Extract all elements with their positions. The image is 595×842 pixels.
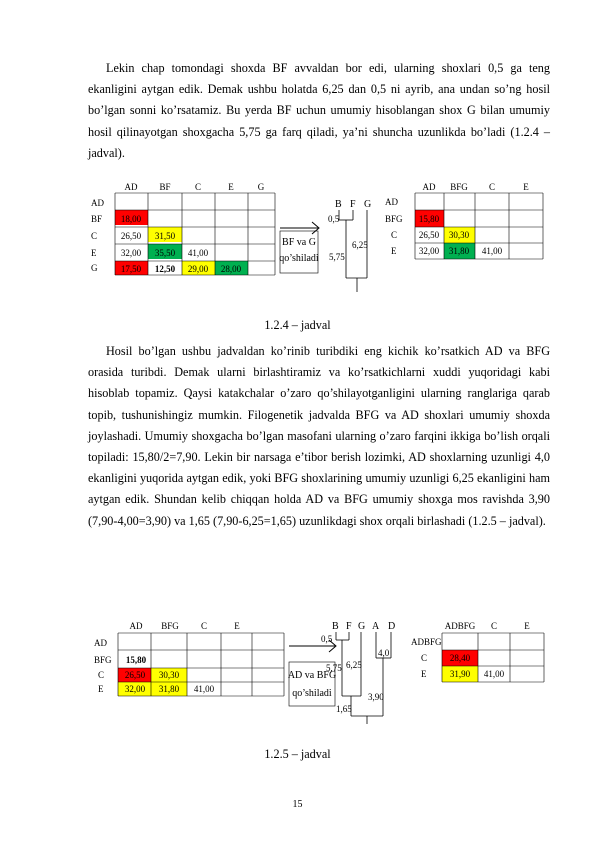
table-cell: 31,90 bbox=[449, 669, 471, 679]
branch-length: 0,5 bbox=[328, 214, 340, 224]
table-cell: 17,50 bbox=[120, 264, 142, 274]
arrow-label: qo’shiladi bbox=[279, 253, 319, 264]
table-cell: 32,00 bbox=[124, 684, 146, 694]
table-cell: 31,50 bbox=[154, 231, 176, 241]
phylogenetic-tree-1 bbox=[328, 199, 371, 292]
table-cell: 31,80 bbox=[448, 246, 470, 256]
row-header: ADBFG bbox=[411, 637, 442, 647]
table-cell: 41,00 bbox=[187, 248, 209, 258]
tree-leaf: G bbox=[364, 199, 372, 210]
table-cell: 28,00 bbox=[220, 264, 242, 274]
row-header: C bbox=[391, 230, 398, 240]
col-header: E bbox=[234, 621, 240, 631]
caption-1: 1.2.4 – jadval bbox=[264, 318, 331, 332]
col-header: E bbox=[523, 182, 529, 192]
row-header: BFG bbox=[385, 214, 403, 224]
table-cell: 31,80 bbox=[158, 684, 180, 694]
row-header: AD bbox=[94, 638, 107, 648]
table-cell: 41,00 bbox=[481, 246, 503, 256]
row-header: C bbox=[98, 670, 105, 680]
col-header: C bbox=[194, 182, 202, 192]
page-number: 15 bbox=[292, 799, 303, 810]
col-header: C bbox=[490, 621, 498, 631]
col-header: C bbox=[488, 182, 496, 192]
table-cell: 26,50 bbox=[418, 230, 440, 240]
table-cell: 41,00 bbox=[193, 684, 215, 694]
table-cell: 32,00 bbox=[120, 248, 142, 258]
table-cell: 35,50 bbox=[154, 248, 176, 258]
table-cell: 29,00 bbox=[187, 264, 209, 274]
tree-leaf: F bbox=[350, 199, 356, 210]
col-header: E bbox=[228, 182, 234, 192]
distance-matrix-3 bbox=[94, 621, 284, 696]
row-header: AD bbox=[385, 197, 398, 207]
branch-length: 6,25 bbox=[352, 240, 368, 250]
tree-leaf: B bbox=[332, 621, 339, 632]
branch-length: 6,25 bbox=[346, 660, 362, 670]
phylogenetic-tree-2 bbox=[321, 621, 395, 724]
caption-2: 1.2.5 – jadval bbox=[264, 747, 331, 761]
table-cell: 18,00 bbox=[120, 214, 142, 224]
row-header: E bbox=[421, 669, 427, 679]
table-cell: 26,50 bbox=[124, 670, 146, 680]
col-header: BF bbox=[159, 182, 171, 192]
paragraph-2: Hosil bo’lgan ushbu jadvaldan ko’rinib turibdiki eng kichik ko’rsatkich AD va BFG orasida turibdi. Demak ularni birlashtiramiz va ko’rsatkichlarni xuddi yuqoridagi kabi hisoblab topamiz. Qaysi katakchalar o’zaro qo’shilayotganligini ularning ranglariga qarab topib, tushunishingiz mumkin. Filogenetik jadvalda BFG va AD shoxlari umumiy shoxda joylashadi. Umumiy shoxgacha bo’lgan masofani ularning o’zaro farqini ikkiga bo’lish orqali topiladi: 15,80/2=7,90. Lekin bir narsaga e’tibor berish lozimki, AD shoxlarning uzunligi 4,0 ekanligini yuqorida aytgan edik, yoki BFG shoxlarining umumiy uzunligi 6,25 ekanligini ham aytgan edik. Shundan kelib chiqqan holda AD va BFG umumiy shoxga mos ravishda 3,90 (7,90-4,00=3,90) va 1,65 (7,90-6,25=1,65) uzunlikdagi shox orqali birlashadi (1.2.5 – jadval). bbox=[88, 344, 550, 528]
branch-length: 5,75 bbox=[329, 252, 345, 262]
col-header: ADBFG bbox=[444, 621, 476, 631]
tree-leaf: F bbox=[346, 621, 352, 632]
tree-leaf: D bbox=[388, 621, 396, 632]
branch-length: 1,65 bbox=[336, 704, 352, 714]
table-cell: 15,80 bbox=[125, 655, 147, 665]
arrow-label: qo’shiladi bbox=[292, 688, 332, 699]
row-header: E bbox=[98, 684, 104, 694]
table-cell: 41,00 bbox=[483, 669, 505, 679]
col-header: BFG bbox=[450, 182, 468, 192]
row-header: BF bbox=[91, 214, 103, 224]
row-header: G bbox=[91, 263, 98, 273]
table-cell: 26,50 bbox=[120, 231, 142, 241]
table-cell: 30,30 bbox=[448, 230, 470, 240]
figure-1-2-4 bbox=[88, 180, 550, 295]
branch-length: 5,75 bbox=[326, 663, 342, 673]
figure-1-2-5 bbox=[88, 616, 550, 726]
distance-matrix-1 bbox=[91, 182, 275, 275]
row-header: C bbox=[421, 653, 428, 663]
distance-matrix-2 bbox=[385, 182, 543, 259]
branch-length: 4,0 bbox=[378, 648, 390, 658]
row-header: C bbox=[91, 231, 98, 241]
row-header: AD bbox=[91, 198, 104, 208]
table-cell: 12,50 bbox=[154, 264, 176, 274]
col-header: G bbox=[257, 182, 265, 192]
col-header: AD bbox=[124, 182, 138, 192]
row-header: BFG bbox=[94, 655, 112, 665]
branch-length: 3,90 bbox=[368, 692, 384, 702]
branch-length: 0,5 bbox=[321, 634, 333, 644]
table-cell: 15,80 bbox=[418, 214, 440, 224]
distance-matrix-4 bbox=[411, 621, 544, 682]
tree-leaf: G bbox=[358, 621, 366, 632]
arrow-label: AD va BFG bbox=[287, 670, 337, 681]
col-header: AD bbox=[422, 182, 436, 192]
table-cell: 30,30 bbox=[158, 670, 180, 680]
table-cell: 32,00 bbox=[418, 246, 440, 256]
col-header: C bbox=[200, 621, 208, 631]
col-header: BFG bbox=[161, 621, 179, 631]
col-header: AD bbox=[129, 621, 143, 631]
row-header: E bbox=[391, 246, 397, 256]
paragraph-1: Lekin chap tomondagi shoxda BF avvaldan bor edi, ularning shoxlari 0,5 ga teng ekanligini aytgan edik. Demak ushbu holatda 6,25 dan 0,5 ni ayrib, ana undan so’ng hosil bo’lgan sonni ko’rsatamiz. Bu yerda BF uchun umumiy hisoblangan shox G bilan umumiy hosil qilinayotgan shoxgacha 5,75 ga farq qiladi, ya’ni shuncha uzunlikda bo’ladi (1.2.4 – jadval). bbox=[88, 61, 550, 160]
col-header: E bbox=[524, 621, 530, 631]
tree-leaf: B bbox=[335, 199, 342, 210]
tree-leaf: A bbox=[372, 621, 380, 632]
row-header: E bbox=[91, 248, 97, 258]
table-cell: 28,40 bbox=[449, 653, 471, 663]
arrow-label: BF va G bbox=[282, 237, 316, 248]
